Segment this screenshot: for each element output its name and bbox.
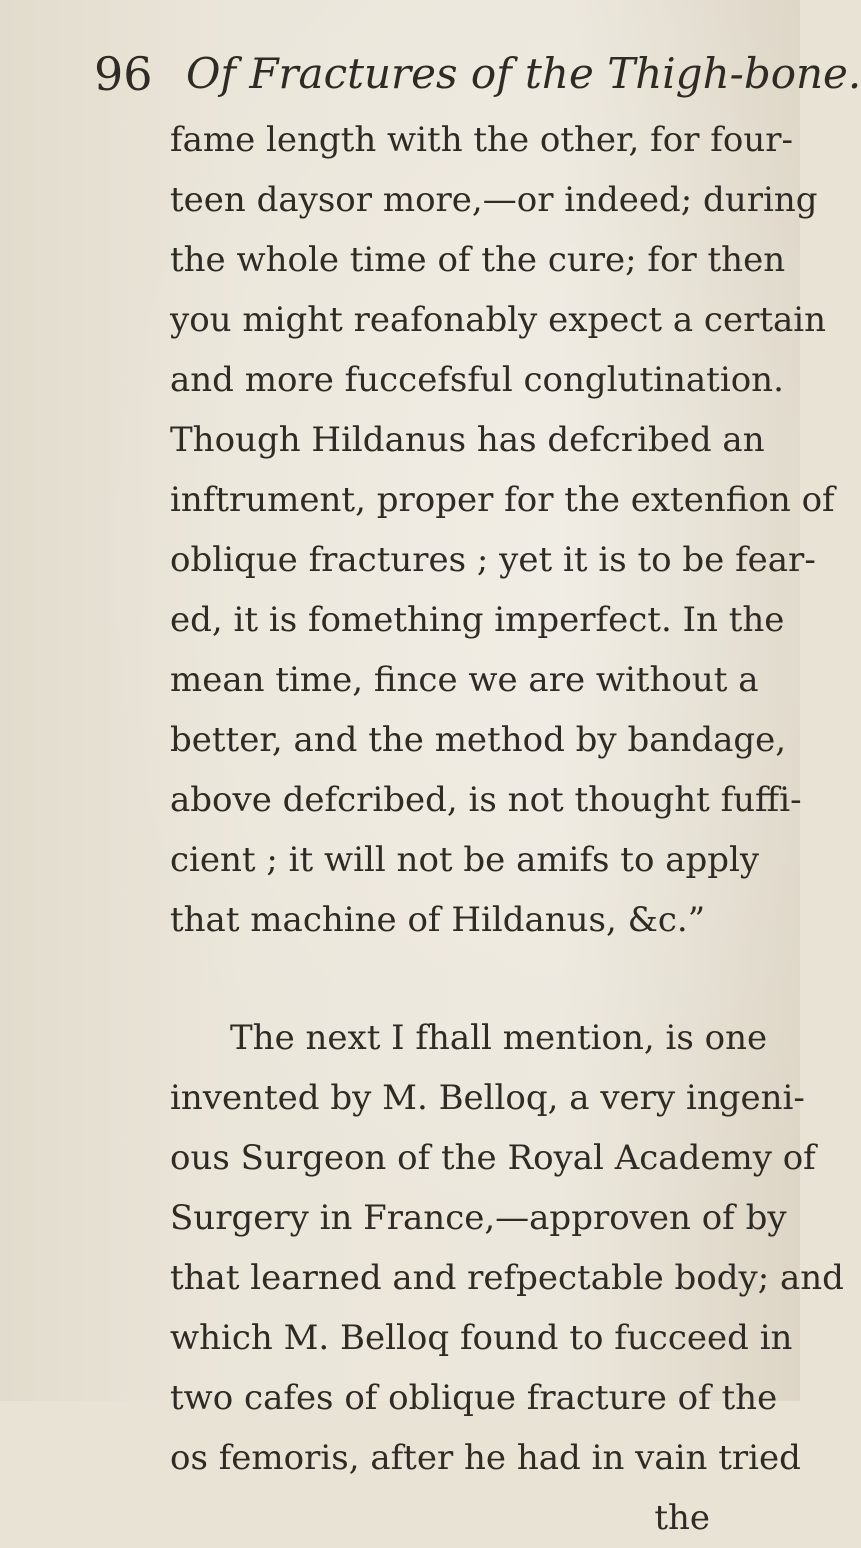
text-line: mean time, fince we are without a — [170, 660, 759, 700]
text-line: above defcribed, is not thought fuffi- — [170, 780, 802, 820]
text-line: the whole time of the cure; for then — [170, 240, 786, 280]
text-line: that machine of Hildanus, &c.” — [170, 900, 706, 940]
text-line: os femoris, after he had in vain tried — [170, 1438, 801, 1478]
text-line: oblique fractures ; yet it is to be fear- — [170, 540, 816, 580]
text-line: fame length with the other, for four- — [170, 120, 793, 160]
text-line: The next I fhall mention, is one — [230, 1018, 768, 1058]
text-line: that learned and refpectable body; and — [170, 1258, 844, 1298]
text-line: ous Surgeon of the Royal Academy of — [170, 1138, 816, 1178]
text-line: cient ; it will not be amifs to apply — [170, 840, 760, 880]
paragraph-1 — [170, 110, 835, 950]
page-number: 96 — [94, 47, 153, 101]
text-line: and more fuccefsful conglutination. — [170, 360, 784, 400]
text-line: you might reafonably expect a certain — [170, 300, 827, 340]
text-line: teen daysor more,—or indeed; during — [170, 180, 818, 220]
text-line: better, and the method by bandage, — [170, 720, 787, 760]
text-line: two cafes of oblique fracture of the — [170, 1378, 778, 1418]
text-line: Surgery in France,—approven of by — [170, 1198, 787, 1238]
text-line: Though Hildanus has defcribed an — [170, 420, 765, 460]
paragraph-gap — [170, 950, 750, 1008]
paragraph-2 — [170, 1008, 844, 1488]
body-text — [170, 110, 844, 1548]
catchword: the — [654, 1498, 710, 1538]
text-line: invented by M. Belloq, a very ingeni- — [170, 1078, 805, 1118]
text-line: which M. Belloq found to fucceed in — [170, 1318, 793, 1358]
text-line: ed, it is fomething imperfect. In the — [170, 600, 785, 640]
page-header — [94, 36, 861, 106]
text-line: inftrument, proper for the extenfion of — [170, 480, 835, 520]
running-head: Of Fractures of the Thigh-bone. — [186, 49, 861, 98]
